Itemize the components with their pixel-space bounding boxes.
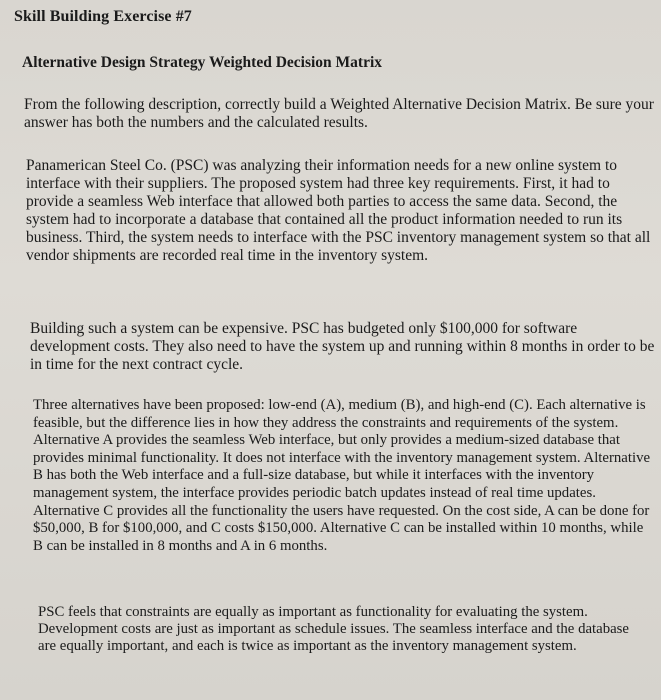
instructions-paragraph: From the following description, correctly build a Weighted Alternative Decision Matrix. Be sure your answer has both the numbers and the calculated results. xyxy=(24,96,654,131)
exercise-title: Skill Building Exercise #7 xyxy=(14,8,192,25)
exercise-subtitle: Alternative Design Strategy Weighted Decision Matrix xyxy=(22,54,383,71)
weighting-paragraph: PSC feels that constraints are equally as important as functionality for evaluating the system. Development costs are just as important as schedule issues. The seamless interface and the database are equally important, and each is twice as important as the inventory management system. xyxy=(38,604,630,655)
company-background-paragraph: Panamerican Steel Co. (PSC) was analyzing their information needs for a new online system to interface with their suppliers. The proposed system had three key requirements. First, it had to provide a seamless Web interface that allowed both parties to access the same data. Second, the system had to incorporate a database that contained all the product information needed to run its business. Third, the system needs to interface with the PSC inventory management system so that all vendor shipments are recorded real time in the inventory system. xyxy=(26,157,651,264)
alternatives-paragraph: Three alternatives have been proposed: low-end (A), medium (B), and high-end (C). Each alternative is feasible, but the difference lies in how they address the constraints and requirements of the system. Alternative A provides the seamless Web interface, but only provides a medium-sized database that provides minimal functionality. It does not interface with the inventory management system. Alternative B has both the Web interface and a full-size database, but while it interfaces with the inventory management system, the interface provides periodic batch updates instead of real time updates. Alternative C provides all the functionality the users have requested. On the cost side, A can be done for $50,000, B for $100,000, and C costs $150,000. Alternative C can be installed within 10 months, while B can be installed in 8 months and A in 6 months. xyxy=(33,397,651,554)
constraints-paragraph: Building such a system can be expensive. PSC has budgeted only $100,000 for software development costs. They also need to have the system up and running within 8 months in order to be in time for the next contract cycle. xyxy=(30,320,655,373)
